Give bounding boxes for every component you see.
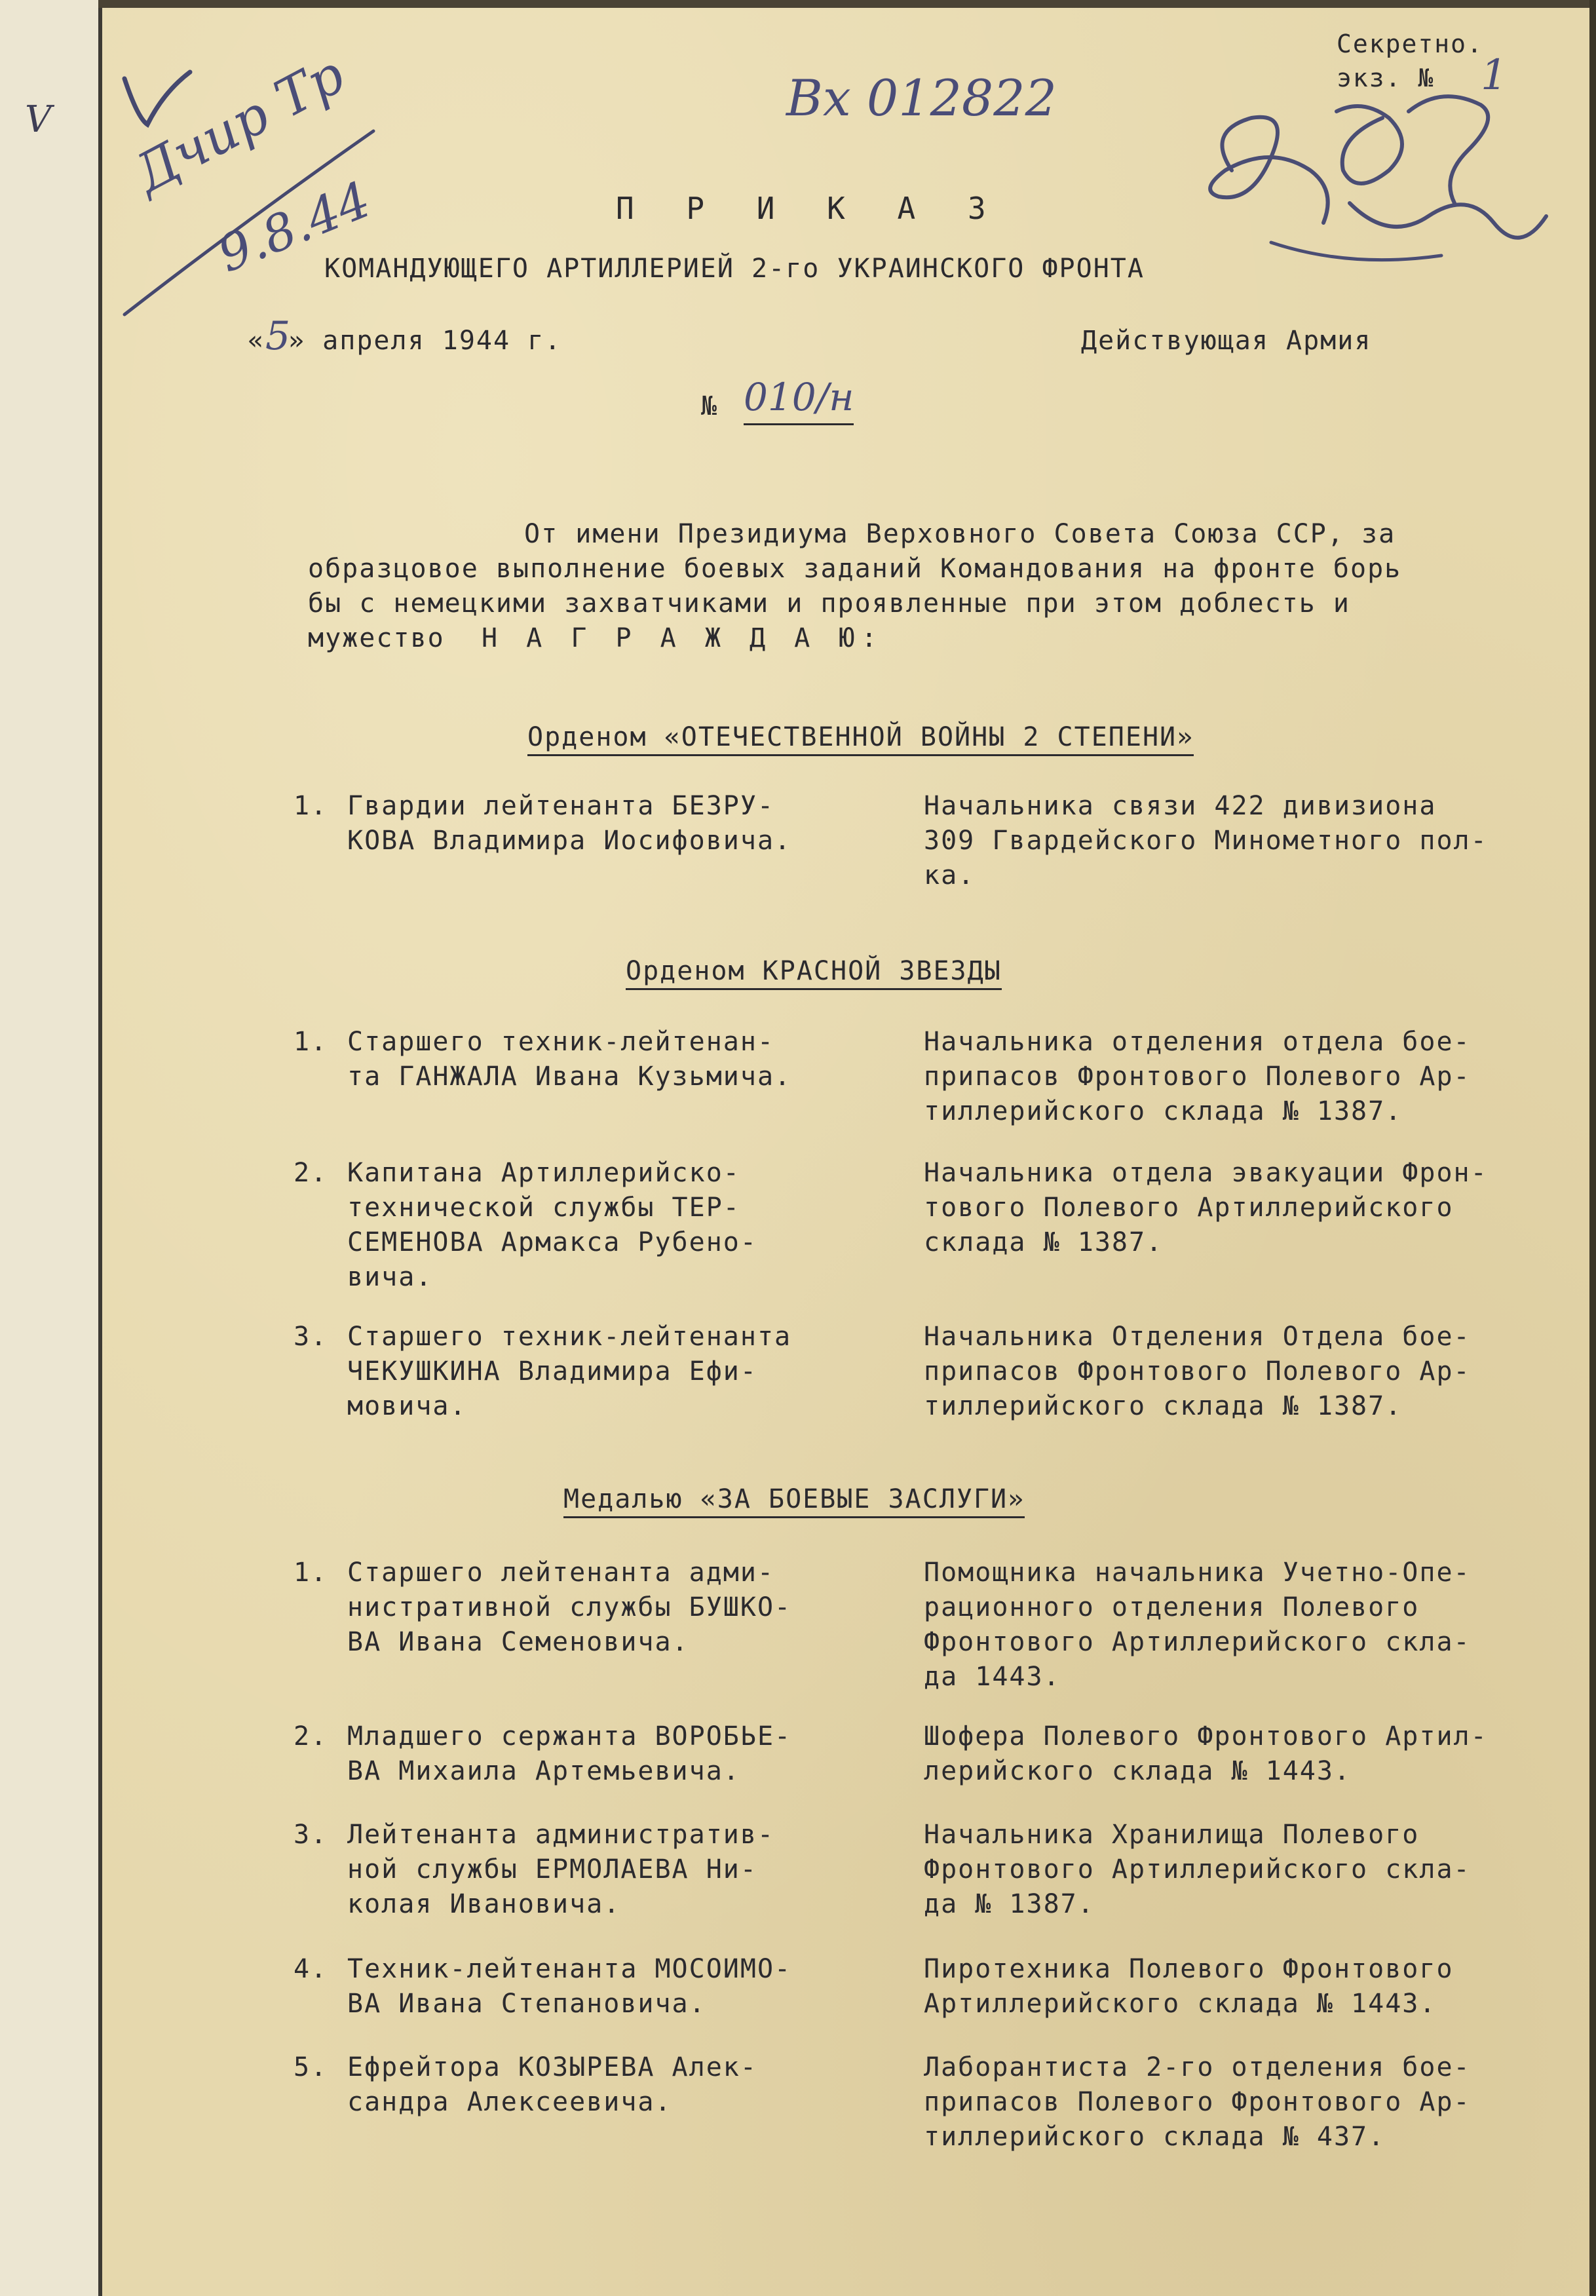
entry-position-line: Лаборантиста 2-го отделения бое- bbox=[924, 2052, 1471, 2082]
entry-position-line: припасов Фронтового Полевого Ар- bbox=[924, 1062, 1471, 1092]
incoming-reference-number: Вх 012822 bbox=[786, 69, 1057, 127]
copy-number: 1 bbox=[1481, 51, 1508, 100]
entry-name-line: Техник-лейтенанта МОСОИМО- bbox=[347, 1954, 792, 1984]
order-date-open: « bbox=[248, 326, 265, 356]
order-number-prefix: № bbox=[701, 391, 719, 421]
preamble-line-4: мужество bbox=[308, 623, 445, 653]
entry-position-line: тиллерийского склада № 1387. bbox=[924, 1096, 1403, 1126]
copy-label: экз. № bbox=[1337, 64, 1435, 92]
entry-number: 1. bbox=[294, 791, 328, 821]
entry-name-line: мовича. bbox=[347, 1391, 467, 1421]
entry-name-line: СЕМЕНОВА Армакса Рубено- bbox=[347, 1227, 757, 1257]
entry-number: 5. bbox=[294, 2052, 328, 2082]
entry-number: 1. bbox=[294, 1027, 328, 1057]
entry-position-line: тиллерийского склада № 437. bbox=[924, 2122, 1386, 2152]
entry-number: 4. bbox=[294, 1954, 328, 1984]
entry-name-line: КОВА Владимира Иосифовича. bbox=[347, 826, 792, 856]
entry-number: 3. bbox=[294, 1820, 328, 1850]
entry-position-line: Артиллерийского склада № 1443. bbox=[924, 1989, 1437, 2019]
entry-position-line: Шофера Полевого Фронтового Артил- bbox=[924, 1721, 1488, 1751]
entry-position-line: да 1443. bbox=[924, 1662, 1061, 1692]
entry-position-line: да № 1387. bbox=[924, 1889, 1095, 1919]
entry-position-line: рационного отделения Полевого bbox=[924, 1592, 1420, 1622]
entry-position-line: припасов Фронтового Полевого Ар- bbox=[924, 1356, 1471, 1387]
entry-position-line: Фронтового Артиллерийского скла- bbox=[924, 1854, 1471, 1885]
award-verb: Н А Г Р А Ж Д А Ю: bbox=[482, 623, 884, 653]
entry-name-line: ВА Ивана Степановича. bbox=[347, 1989, 706, 2019]
signature-scribble bbox=[1192, 72, 1559, 288]
entry-name-line: ВА Ивана Семеновича. bbox=[347, 1627, 689, 1657]
entry-position-line: Фронтового Артиллерийского скла- bbox=[924, 1627, 1471, 1657]
entry-position-line: ка. bbox=[924, 860, 976, 890]
order-number: 010/н bbox=[744, 375, 854, 425]
entry-name-line: Ефрейтора КОЗЫРЕВА Алек- bbox=[347, 2052, 757, 2082]
entry-position-line: Начальника отдела эвакуации Фрон- bbox=[924, 1158, 1488, 1188]
entry-position-line: Пиротехника Полевого Фронтового bbox=[924, 1954, 1454, 1984]
entry-position-line: лерийского склада № 1443. bbox=[924, 1756, 1352, 1786]
entry-name-line: колая Ивановича. bbox=[347, 1889, 621, 1919]
page-top-edge bbox=[98, 0, 1596, 8]
section-heading-red-star: Орденом КРАСНОЙ ЗВЕЗДЫ bbox=[626, 958, 1002, 990]
order-date-day: 5 bbox=[265, 313, 291, 359]
order-title: П Р И К А З bbox=[616, 191, 1003, 226]
entry-position-line: тиллерийского склада № 1387. bbox=[924, 1391, 1403, 1421]
entry-number: 2. bbox=[294, 1158, 328, 1188]
page-right-edge bbox=[1589, 0, 1596, 2296]
entry-position-line: Начальника Отделения Отдела бое- bbox=[924, 1322, 1471, 1352]
entry-number: 1. bbox=[294, 1558, 328, 1588]
entry-name-line: сандра Алексеевича. bbox=[347, 2087, 672, 2117]
handwritten-corner-marks bbox=[111, 52, 406, 328]
order-place: Действующая Армия bbox=[1081, 326, 1372, 356]
preamble-line-1: От имени Президиума Верховного Совета Союза ССР, за bbox=[524, 519, 1396, 549]
entry-name-line: та ГАНЖАЛА Ивана Кузьмича. bbox=[347, 1062, 792, 1092]
entry-position-line: Начальника Хранилища Полевого bbox=[924, 1820, 1420, 1850]
section-heading-combat-merit: Медалью «ЗА БОЕВЫЕ ЗАСЛУГИ» bbox=[563, 1486, 1025, 1518]
entry-name-line: Лейтенанта административ- bbox=[347, 1820, 775, 1850]
order-subtitle: КОМАНДУЮЩЕГО АРТИЛЛЕРИЕЙ 2-го УКРАИНСКОГО ФРОНТА bbox=[324, 254, 1145, 284]
entry-name-line: нистративной службы БУШКО- bbox=[347, 1592, 792, 1622]
entry-position-line: тового Полевого Артиллерийского bbox=[924, 1193, 1454, 1223]
entry-name-line: Младшего сержанта ВОРОБЬЕ- bbox=[347, 1721, 792, 1751]
corner-check-mark: V bbox=[25, 98, 52, 141]
entry-name-line: Гвардии лейтенанта БЕЗРУ- bbox=[347, 791, 775, 821]
entry-name-line: Капитана Артиллерийско- bbox=[347, 1158, 740, 1188]
order-date-rest: » апреля 1944 г. bbox=[288, 326, 562, 356]
entry-position-line: припасов Полевого Фронтового Ар- bbox=[924, 2087, 1471, 2117]
binding-strip bbox=[0, 0, 102, 2296]
entry-number: 3. bbox=[294, 1322, 328, 1352]
secret-label: Секретно. bbox=[1337, 29, 1483, 58]
preamble-line-2: образцовое выполнение боевых заданий Командования на фронте борь bbox=[308, 554, 1402, 584]
entry-position-line: Начальника связи 422 дивизиона bbox=[924, 791, 1437, 821]
entry-position-line: Начальника отделения отдела бое- bbox=[924, 1027, 1471, 1057]
handwritten-note-top: Дчир Тр bbox=[124, 43, 354, 205]
section-heading-patriotic-war: Орденом «ОТЕЧЕСТВЕННОЙ ВОЙНЫ 2 СТЕПЕНИ» bbox=[527, 724, 1194, 756]
entry-position-line: склада № 1387. bbox=[924, 1227, 1164, 1257]
entry-position-line: 309 Гвардейского Минометного пол- bbox=[924, 826, 1488, 856]
handwritten-note-date: 9.8.44 bbox=[210, 170, 379, 284]
entry-name-line: вича. bbox=[347, 1262, 433, 1292]
entry-name-line: технической службы ТЕР- bbox=[347, 1193, 740, 1223]
entry-name-line: ЧЕКУШКИНА Владимира Ефи- bbox=[347, 1356, 757, 1387]
entry-number: 2. bbox=[294, 1721, 328, 1751]
entry-name-line: Старшего лейтенанта адми- bbox=[347, 1558, 775, 1588]
entry-position-line: Помощника начальника Учетно-Опе- bbox=[924, 1558, 1471, 1588]
entry-name-line: Старшего техник-лейтенан- bbox=[347, 1027, 775, 1057]
entry-name-line: Старшего техник-лейтенанта bbox=[347, 1322, 792, 1352]
preamble-line-3: бы с немецкими захватчиками и проявленные при этом доблесть и bbox=[308, 588, 1351, 619]
entry-name-line: ВА Михаила Артемьевича. bbox=[347, 1756, 740, 1786]
entry-name-line: ной службы ЕРМОЛАЕВА Ни- bbox=[347, 1854, 757, 1885]
